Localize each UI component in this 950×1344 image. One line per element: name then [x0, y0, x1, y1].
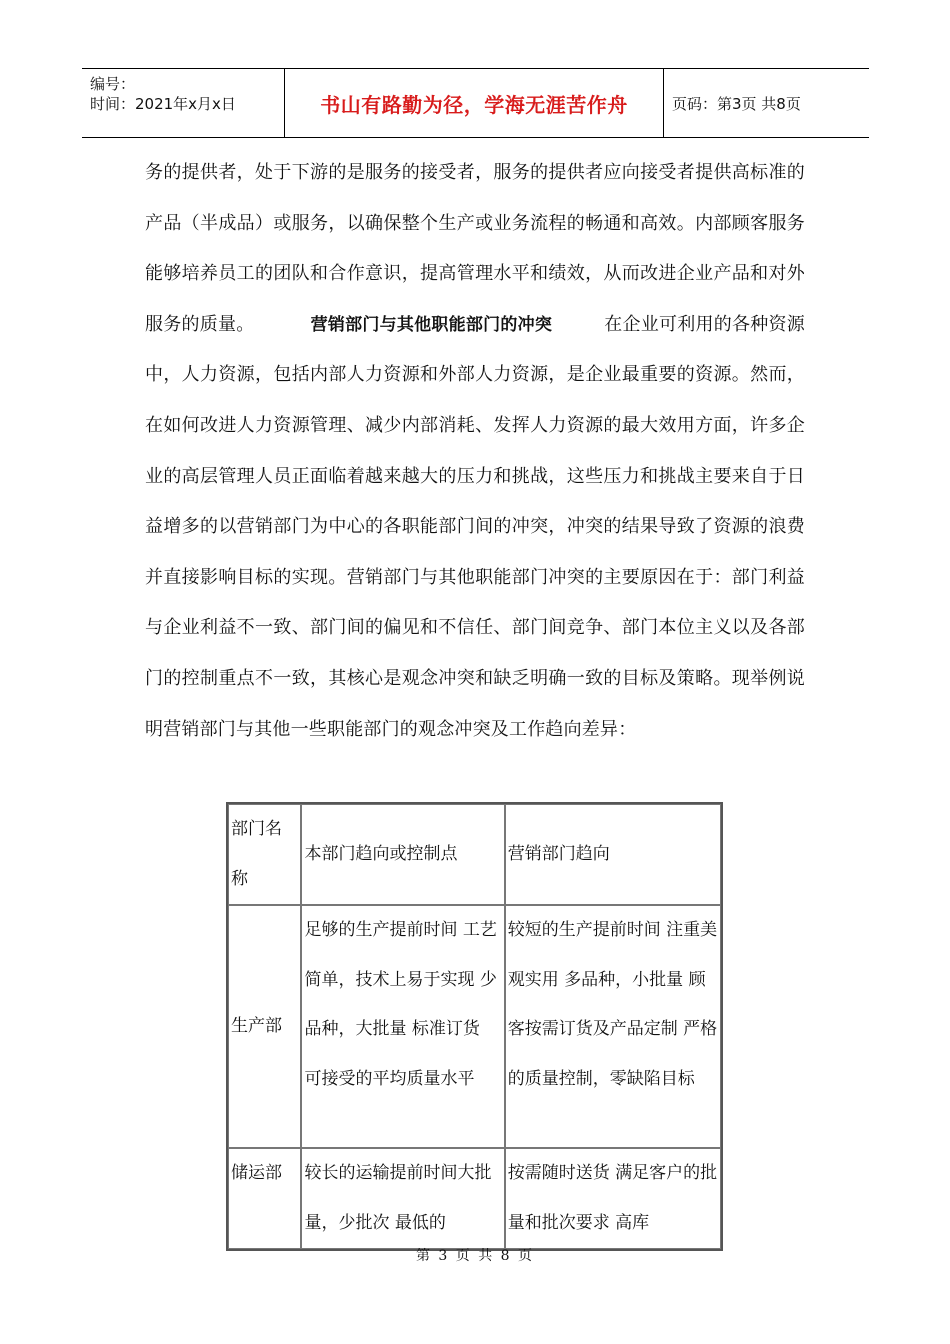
- header-meta: [82, 69, 285, 137]
- table-row: [228, 1148, 721, 1249]
- page-footer: 第 3 页 共 8 页: [415, 1248, 535, 1264]
- table-cell: 生产部: [228, 905, 301, 1148]
- section-heading: 营销部门与其他职能部门的冲突: [310, 314, 553, 335]
- table-header-cell: 营销部门趋向: [505, 804, 721, 905]
- table-header-cell: 部门名称: [228, 804, 301, 905]
- document-number-label: 编号：: [90, 75, 136, 93]
- header-page-label: 页码：第3页 共8页: [672, 94, 801, 113]
- table-cell: 足够的生产提前时间 工艺简单，技术上易于实现 少品种，大批量 标准订货 可接受的平均质量水平: [301, 905, 504, 1148]
- text-before-heading: 务的提供者，处于下游的是服务的接受者，服务的提供者应向接受者提供高标准的产品（半成品）或服务，以确保整个生产或业务流程的畅通和高效。内部顾客服务能够培养员工的团队和合作意识，提高管理水平和绩效，从而改进企业产品和对外服务的质量。: [145, 162, 805, 335]
- text-after-heading: 在企业可利用的各种资源中，人力资源，包括内部人力资源和外部人力资源，是企业最重要的资源。然而，在如何改进人力资源管理、减少内部消耗、发挥人力资源的最大效用方面，许多企业的高层管理人员正面临着越来越大的压力和挑战，这些压力和挑战主要来自于日益增多的以营销部门为中心的各职能部门间的冲突，冲突的结果导致了资源的浪费并直接影响目标的实现。营销部门与其他职能部门冲突的主要原因在于：部门利益与企业利益不一致、部门间的偏见和不信任、部门间竞争、部门本位主义以及各部门的控制重点不一致，其核心是观念冲突和缺乏明确一致的目标及策略。现举例说明营销部门与其他一些职能部门的观念冲突及工作趋向差异：: [145, 313, 805, 740]
- table-cell: 较短的生产提前时间 注重美观实用 多品种，小批量 顾客按需订货及产品定制 严格的质量控制，零缺陷目标: [505, 905, 721, 1148]
- table-cell: 储运部: [228, 1148, 301, 1249]
- table-header-row: [228, 804, 721, 905]
- table-cell: 按需随时送货 满足客户的批量和批次要求 高库: [505, 1148, 721, 1249]
- conflict-table: [226, 802, 723, 1251]
- body-paragraph: [145, 148, 805, 755]
- header-slogan-cell: [285, 69, 664, 137]
- body-text: [145, 148, 805, 755]
- table-cell: 较长的运输提前时间大批量，少批次 最低的: [301, 1148, 504, 1249]
- page-header: [82, 68, 869, 138]
- document-time-label: 时间：2021年x月x日: [90, 95, 236, 113]
- table-row: [228, 905, 721, 1148]
- table-header-cell: 本部门趋向或控制点: [301, 804, 504, 905]
- header-slogan: 书山有路勤为径，学海无涯苦作舟: [320, 92, 628, 117]
